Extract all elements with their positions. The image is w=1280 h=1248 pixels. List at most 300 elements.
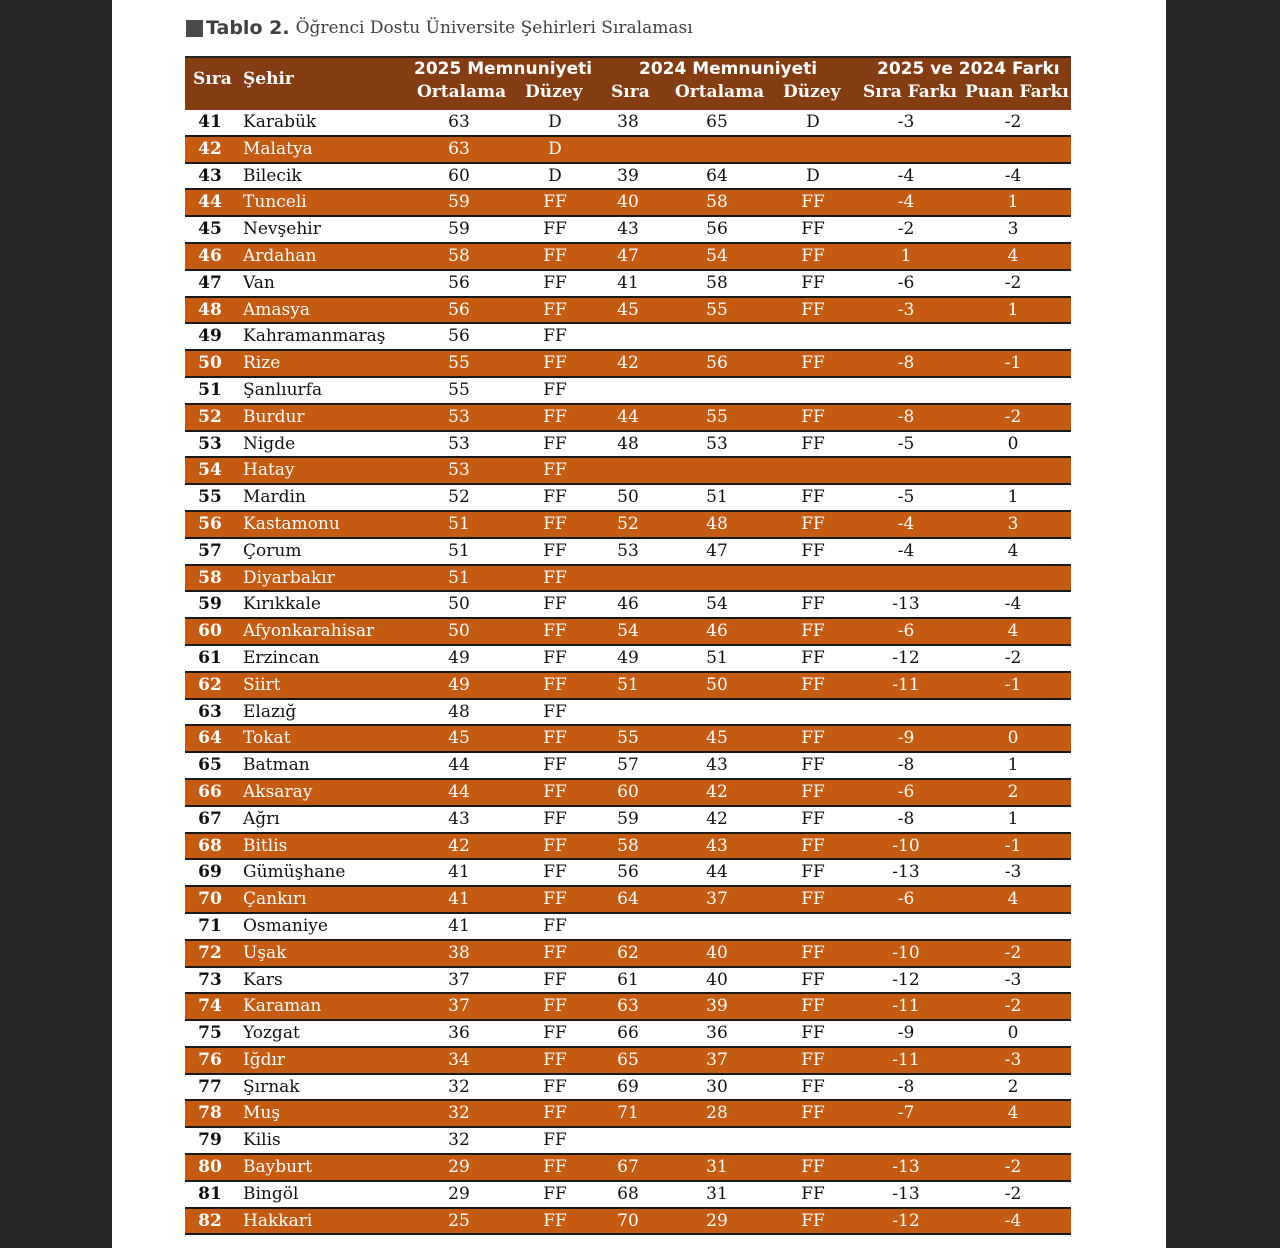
table-row: [185, 512, 1071, 539]
header-group-2025: 2025 Memnuniyeti: [414, 59, 593, 79]
cell-rank: 42: [198, 138, 222, 159]
cell-city: Kahramanmaraş: [243, 326, 386, 347]
cell-city: Amasya: [243, 299, 310, 320]
cell-rank: 52: [198, 406, 222, 427]
header-rank: Sıra: [193, 69, 232, 89]
caption-title: Öğrenci Dostu Üniversite Şehirleri Sıralaması: [295, 18, 693, 38]
cell-level-2024: [783, 700, 843, 724]
cell-rank-2024: [598, 1128, 658, 1152]
cell-avg-2025: 51: [448, 540, 470, 561]
cell-level-2024: FF: [801, 647, 825, 668]
cell-avg-2024: [687, 458, 747, 482]
cell-rank-2024: 42: [617, 353, 639, 374]
cell-level-2025: FF: [543, 1103, 567, 1124]
cell-level-2025: FF: [543, 674, 567, 695]
cell-rank-2024: 58: [617, 835, 639, 856]
cell-avg-2024: 56: [706, 353, 728, 374]
table-row: [185, 1182, 1071, 1209]
cell-avg-2025: 42: [448, 835, 470, 856]
cell-rank-diff: -8: [897, 406, 915, 427]
cell-rank-diff: -13: [892, 594, 920, 615]
cell-level-2025: FF: [543, 647, 567, 668]
cell-rank-diff: -3: [897, 112, 915, 132]
cell-score-diff: [978, 324, 1048, 348]
cell-rank: 61: [198, 647, 222, 668]
cell-city: Uşak: [243, 942, 287, 963]
cell-avg-2025: 59: [448, 192, 470, 213]
cell-rank-2024: 60: [617, 781, 639, 802]
table-row: [185, 458, 1071, 485]
header-rank-diff: Sıra Farkı: [863, 82, 957, 102]
cell-level-2025: FF: [543, 1049, 567, 1070]
cell-level-2024: FF: [801, 272, 825, 293]
cell-avg-2025: 43: [448, 808, 470, 829]
cell-avg-2024: 51: [706, 647, 728, 668]
cell-score-diff: 2: [1007, 781, 1019, 802]
cell-city: Kars: [243, 969, 283, 990]
cell-score-diff: 1: [1007, 192, 1019, 213]
cell-level-2025: FF: [543, 1023, 567, 1044]
cell-level-2024: FF: [801, 353, 825, 374]
cell-score-diff: [978, 1128, 1048, 1152]
table-row: [185, 298, 1071, 325]
cell-avg-2024: 31: [706, 1183, 728, 1204]
cell-avg-2024: 55: [706, 299, 728, 320]
cell-rank-2024: [598, 458, 658, 482]
cell-avg-2025: 53: [448, 460, 470, 481]
cell-city: Bilecik: [243, 165, 302, 186]
cell-avg-2025: 34: [448, 1049, 470, 1070]
cell-rank-diff: -4: [897, 540, 915, 561]
table-row: [185, 834, 1071, 861]
table-row: [185, 1075, 1071, 1102]
table-caption: [186, 14, 693, 42]
cell-avg-2025: 25: [448, 1210, 470, 1231]
cell-score-diff: 1: [1007, 487, 1019, 508]
cell-rank-2024: 47: [617, 245, 639, 266]
cell-level-2025: FF: [543, 1183, 567, 1204]
cell-score-diff: -2: [1004, 1183, 1022, 1204]
cell-rank-diff: [871, 700, 941, 724]
table-row: [185, 1128, 1071, 1155]
cell-rank-2024: 62: [617, 942, 639, 963]
cell-city: Bayburt: [243, 1157, 313, 1178]
cell-level-2024: FF: [801, 942, 825, 963]
cell-rank-diff: -6: [897, 889, 915, 910]
cell-level-2025: FF: [543, 272, 567, 293]
cell-rank: 58: [198, 567, 222, 588]
cell-avg-2024: 47: [706, 540, 728, 561]
cell-rank: 56: [198, 513, 222, 534]
cell-avg-2025: 63: [448, 138, 470, 159]
table-row: [185, 914, 1071, 941]
cell-rank-diff: [871, 1128, 941, 1152]
cell-rank-diff: -8: [897, 353, 915, 374]
cell-level-2024: FF: [801, 674, 825, 695]
cell-avg-2025: 32: [448, 1130, 470, 1151]
cell-rank-2024: 65: [617, 1049, 639, 1070]
cell-level-2024: D: [806, 112, 820, 132]
cell-rank-2024: 39: [617, 165, 639, 186]
cell-rank-2024: 57: [617, 755, 639, 776]
document-page: [112, 0, 1166, 1248]
cell-city: Osmaniye: [243, 915, 328, 936]
cell-score-diff: -1: [1004, 674, 1022, 695]
cell-avg-2024: 53: [706, 433, 728, 454]
cell-avg-2024: 55: [706, 406, 728, 427]
cell-score-diff: [978, 458, 1048, 482]
cell-rank-diff: -12: [892, 969, 920, 990]
cell-rank: 75: [198, 1023, 222, 1044]
cell-avg-2024: 30: [706, 1076, 728, 1097]
cell-rank-diff: -3: [897, 299, 915, 320]
cell-level-2024: FF: [801, 889, 825, 910]
cell-city: Elazığ: [243, 701, 297, 722]
cell-level-2025: FF: [543, 915, 567, 936]
cell-level-2025: FF: [543, 594, 567, 615]
cell-avg-2025: 29: [448, 1183, 470, 1204]
cell-avg-2025: 56: [448, 272, 470, 293]
cell-rank-diff: -11: [892, 996, 920, 1017]
cell-level-2025: FF: [543, 1157, 567, 1178]
cell-rank-2024: 38: [617, 112, 639, 132]
cell-rank-2024: [598, 700, 658, 724]
table-body: [185, 110, 1071, 1235]
header-level-2024: Düzey: [783, 82, 841, 102]
cell-rank: 81: [198, 1183, 222, 1204]
cell-city: Burdur: [243, 406, 305, 427]
cell-rank-diff: -4: [897, 513, 915, 534]
cell-level-2024: FF: [801, 1076, 825, 1097]
cell-rank-2024: 71: [617, 1103, 639, 1124]
cell-avg-2024: 43: [706, 755, 728, 776]
cell-rank: 41: [198, 112, 222, 132]
table-row: [185, 351, 1071, 378]
cell-avg-2024: 64: [706, 165, 728, 186]
table-row: [185, 110, 1071, 137]
cell-rank-2024: 46: [617, 594, 639, 615]
cell-rank-2024: 41: [617, 272, 639, 293]
cell-rank: 66: [198, 781, 222, 802]
cell-level-2025: FF: [543, 835, 567, 856]
cell-city: Hatay: [243, 460, 295, 481]
cell-rank-diff: -5: [897, 487, 915, 508]
cell-level-2025: FF: [543, 969, 567, 990]
cell-avg-2025: 48: [448, 701, 470, 722]
cell-score-diff: [978, 914, 1048, 938]
cell-avg-2025: 44: [448, 781, 470, 802]
cell-rank-diff: -12: [892, 1210, 920, 1231]
cell-city: Şanlıurfa: [243, 379, 323, 400]
cell-level-2024: FF: [801, 299, 825, 320]
cell-rank: 70: [198, 889, 222, 910]
cell-score-diff: 4: [1007, 540, 1019, 561]
cell-rank: 76: [198, 1049, 222, 1070]
cell-city: Tokat: [243, 728, 291, 749]
cell-avg-2025: 45: [448, 728, 470, 749]
cell-level-2024: [783, 914, 843, 938]
cell-level-2024: D: [806, 165, 820, 186]
cell-city: Rize: [243, 353, 281, 374]
cell-rank-2024: 61: [617, 969, 639, 990]
cell-rank: 48: [198, 299, 222, 320]
cell-city: Iğdır: [243, 1049, 286, 1070]
cell-avg-2024: 37: [706, 1049, 728, 1070]
cell-city: Kırıkkale: [243, 594, 321, 615]
cell-rank-2024: [598, 566, 658, 590]
cell-score-diff: -4: [1004, 594, 1022, 615]
cell-rank-2024: 69: [617, 1076, 639, 1097]
cell-rank-2024: 49: [617, 647, 639, 668]
cell-rank: 46: [198, 245, 222, 266]
cell-rank: 79: [198, 1130, 222, 1151]
header-level-2025: Düzey: [525, 82, 583, 102]
cell-avg-2024: [687, 566, 747, 590]
cell-level-2025: FF: [543, 379, 567, 400]
cell-rank-diff: -6: [897, 781, 915, 802]
cell-score-diff: 4: [1007, 245, 1019, 266]
cell-level-2024: FF: [801, 996, 825, 1017]
cell-avg-2025: 41: [448, 862, 470, 883]
table-row: [185, 807, 1071, 834]
cell-level-2024: FF: [801, 728, 825, 749]
cell-score-diff: [978, 700, 1048, 724]
cell-score-diff: -4: [1004, 165, 1022, 186]
cell-rank-2024: 63: [617, 996, 639, 1017]
cell-rank-2024: 40: [617, 192, 639, 213]
cell-level-2024: [783, 378, 843, 402]
cell-score-diff: 0: [1007, 728, 1019, 749]
cell-rank-diff: -12: [892, 647, 920, 668]
cell-score-diff: 1: [1007, 299, 1019, 320]
cell-rank-diff: 1: [900, 245, 912, 266]
cell-level-2025: FF: [543, 621, 567, 642]
cell-score-diff: 3: [1007, 513, 1019, 534]
table-row: [185, 190, 1071, 217]
table-header: [185, 56, 1071, 110]
cell-rank: 63: [198, 701, 222, 722]
table-row: [185, 137, 1071, 164]
cell-rank-2024: 53: [617, 540, 639, 561]
cell-level-2025: FF: [543, 326, 567, 347]
cell-level-2025: FF: [543, 540, 567, 561]
cell-level-2025: FF: [543, 460, 567, 481]
cell-avg-2025: 41: [448, 889, 470, 910]
cell-rank-diff: -11: [892, 1049, 920, 1070]
cell-rank: 54: [198, 460, 222, 481]
table-row: [185, 217, 1071, 244]
cell-avg-2025: 49: [448, 674, 470, 695]
cell-city: Ağrı: [243, 808, 280, 829]
table-row: [185, 646, 1071, 673]
cell-avg-2024: [687, 914, 747, 938]
cell-avg-2024: 43: [706, 835, 728, 856]
cell-avg-2024: [687, 1128, 747, 1152]
cell-avg-2025: 58: [448, 245, 470, 266]
cell-rank: 78: [198, 1103, 222, 1124]
cell-level-2025: FF: [543, 567, 567, 588]
table-row: [185, 1101, 1071, 1128]
cell-rank-diff: -5: [897, 433, 915, 454]
header-city: Şehir: [243, 69, 294, 89]
cell-rank-2024: 48: [617, 433, 639, 454]
cell-avg-2025: 50: [448, 594, 470, 615]
cell-city: Van: [243, 272, 275, 293]
cell-rank-diff: [871, 324, 941, 348]
cell-rank-2024: 52: [617, 513, 639, 534]
cell-avg-2025: 51: [448, 567, 470, 588]
cell-score-diff: -2: [1004, 1157, 1022, 1178]
cell-avg-2024: 37: [706, 889, 728, 910]
cell-score-diff: [978, 566, 1048, 590]
cell-level-2024: FF: [801, 192, 825, 213]
cell-level-2024: [783, 324, 843, 348]
cell-score-diff: [978, 137, 1048, 161]
cell-rank: 62: [198, 674, 222, 695]
cell-avg-2025: 44: [448, 755, 470, 776]
table-row: [185, 726, 1071, 753]
cell-level-2025: FF: [543, 299, 567, 320]
cell-city: Karaman: [243, 996, 322, 1017]
cell-avg-2024: [687, 137, 747, 161]
cell-rank: 51: [198, 379, 222, 400]
cell-city: Yozgat: [243, 1023, 300, 1044]
cell-city: Çorum: [243, 540, 302, 561]
table-row: [185, 164, 1071, 191]
cell-rank: 44: [198, 192, 222, 213]
cell-rank: 72: [198, 942, 222, 963]
cell-rank-2024: 59: [617, 808, 639, 829]
cell-avg-2025: 38: [448, 942, 470, 963]
cell-rank: 68: [198, 835, 222, 856]
cell-avg-2024: 40: [706, 942, 728, 963]
cell-avg-2024: 48: [706, 513, 728, 534]
cell-level-2024: FF: [801, 594, 825, 615]
cell-rank-diff: -13: [892, 862, 920, 883]
cell-rank-diff: -8: [897, 755, 915, 776]
cell-level-2024: FF: [801, 755, 825, 776]
header-score-diff: Puan Farkı: [965, 82, 1069, 102]
cell-level-2025: FF: [543, 942, 567, 963]
cell-level-2024: FF: [801, 1157, 825, 1178]
cell-rank-2024: 64: [617, 889, 639, 910]
cell-avg-2025: 37: [448, 996, 470, 1017]
cell-rank-diff: -4: [897, 192, 915, 213]
cell-avg-2025: 41: [448, 915, 470, 936]
cell-score-diff: [978, 378, 1048, 402]
cell-level-2025: FF: [543, 353, 567, 374]
table-row: [185, 405, 1071, 432]
table-row: [185, 1155, 1071, 1182]
table-row: [185, 700, 1071, 727]
cell-rank-2024: 56: [617, 862, 639, 883]
cell-score-diff: 4: [1007, 889, 1019, 910]
cell-level-2025: FF: [543, 219, 567, 240]
cell-level-2025: FF: [543, 862, 567, 883]
cell-city: Gümüşhane: [243, 862, 346, 883]
cell-rank: 74: [198, 996, 222, 1017]
cell-score-diff: 0: [1007, 433, 1019, 454]
cell-avg-2025: 59: [448, 219, 470, 240]
cell-rank: 59: [198, 594, 222, 615]
cell-level-2025: FF: [543, 513, 567, 534]
cell-city: Afyonkarahisar: [243, 621, 375, 642]
cell-rank-diff: -13: [892, 1157, 920, 1178]
cell-score-diff: -3: [1004, 1049, 1022, 1070]
cell-city: Bitlis: [243, 835, 288, 856]
cell-level-2024: [783, 1128, 843, 1152]
cell-level-2024: FF: [801, 835, 825, 856]
cell-score-diff: 2: [1007, 1076, 1019, 1097]
cell-avg-2024: 56: [706, 219, 728, 240]
cell-rank: 49: [198, 326, 222, 347]
cell-level-2025: FF: [543, 781, 567, 802]
table-row: [185, 324, 1071, 351]
cell-rank-2024: [598, 378, 658, 402]
cell-rank-diff: -10: [892, 835, 920, 856]
cell-rank: 50: [198, 353, 222, 374]
table-row: [185, 887, 1071, 914]
cell-avg-2024: 36: [706, 1023, 728, 1044]
cell-rank-2024: [598, 137, 658, 161]
cell-level-2024: [783, 566, 843, 590]
cell-city: Erzincan: [243, 647, 320, 668]
cell-rank-diff: [871, 458, 941, 482]
cell-avg-2024: 40: [706, 969, 728, 990]
header-avg-2024: Ortalama: [675, 82, 765, 102]
header-group-diff: 2025 ve 2024 Farkı: [877, 59, 1060, 79]
cell-city: Muş: [243, 1103, 281, 1124]
cell-rank: 82: [198, 1210, 222, 1231]
cell-level-2025: FF: [543, 1076, 567, 1097]
cell-score-diff: -1: [1004, 835, 1022, 856]
cell-rank-diff: [871, 378, 941, 402]
table-row: [185, 941, 1071, 968]
cell-level-2024: FF: [801, 862, 825, 883]
cell-level-2024: FF: [801, 808, 825, 829]
table-row: [185, 753, 1071, 780]
cell-rank-2024: 44: [617, 406, 639, 427]
cell-rank-2024: 50: [617, 487, 639, 508]
cell-city: Çankırı: [243, 889, 307, 910]
cell-avg-2025: 56: [448, 299, 470, 320]
cell-city: Siirt: [243, 674, 281, 695]
cell-level-2024: FF: [801, 1023, 825, 1044]
cell-level-2024: FF: [801, 1103, 825, 1124]
cell-city: Nigde: [243, 433, 296, 454]
cell-level-2025: D: [548, 112, 562, 132]
table-row: [185, 485, 1071, 512]
cell-score-diff: -2: [1004, 942, 1022, 963]
cell-rank-2024: 67: [617, 1157, 639, 1178]
cell-rank: 57: [198, 540, 222, 561]
cell-score-diff: -4: [1004, 1210, 1022, 1231]
cell-level-2025: FF: [543, 701, 567, 722]
table-row: [185, 1021, 1071, 1048]
cell-avg-2024: [687, 700, 747, 724]
cell-level-2024: FF: [801, 433, 825, 454]
cell-avg-2025: 52: [448, 487, 470, 508]
cell-avg-2024: 58: [706, 192, 728, 213]
cell-rank: 73: [198, 969, 222, 990]
cell-rank-diff: -13: [892, 1183, 920, 1204]
cell-avg-2025: 29: [448, 1157, 470, 1178]
cell-rank-diff: [871, 914, 941, 938]
caption-square-icon: [186, 20, 203, 37]
cell-city: Bingöl: [243, 1183, 299, 1204]
cell-rank: 60: [198, 621, 222, 642]
cell-city: Şırnak: [243, 1076, 300, 1097]
